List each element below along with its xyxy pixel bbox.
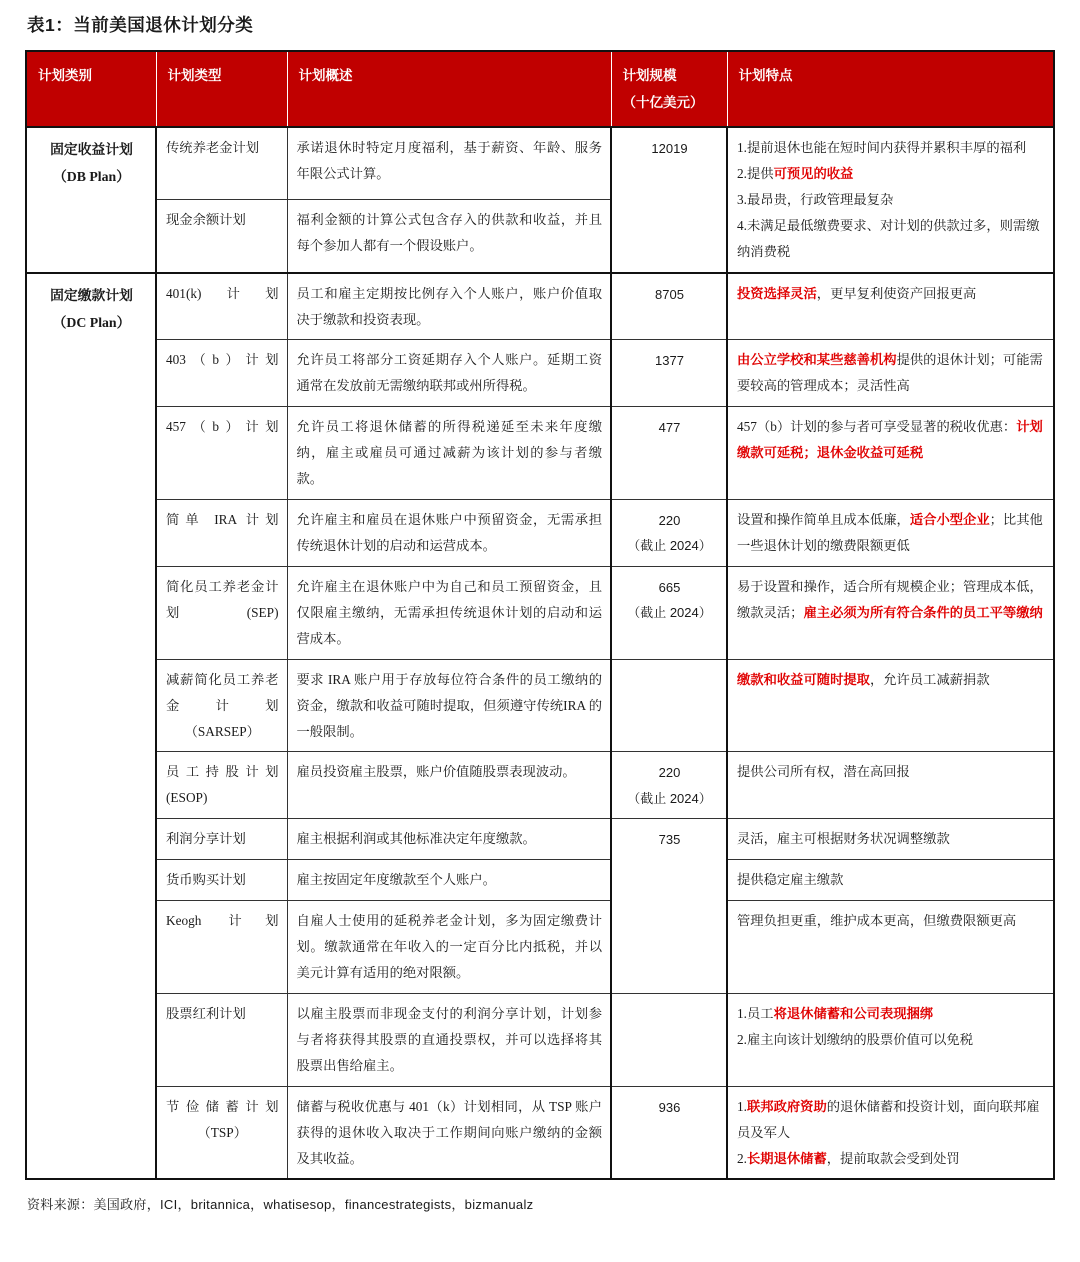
plan-size-value: 936 (658, 1099, 681, 1115)
plan-features-cell (727, 993, 1054, 1086)
feature-text: ，允许员工减薪捐款 (869, 671, 990, 687)
plan-feature-line (737, 1094, 1045, 1146)
table-row (26, 407, 1054, 500)
header-overview: 计划概述 (287, 51, 611, 127)
plan-overview-cell: 员工和雇主定期按比例存入个人账户，账户价值取决于缴款和投资表现。 (287, 273, 611, 340)
plan-type-label: 457（b）计划 (166, 419, 279, 435)
highlighted-text: 可预见的收益 (773, 165, 854, 181)
plan-size-value: 735 (658, 832, 681, 848)
plan-overview-cell: 福利金额的计算公式包含存入的供款和收益，并且每个参加人都有一个假设账户。 (287, 200, 611, 273)
plan-overview-cell: 允许雇主和雇员在退休账户中预留资金，无需承担传统退休计划的启动和运营成本。 (287, 500, 611, 567)
header-size-line2: （十亿美元） (622, 95, 704, 110)
highlighted-text: 投资选择灵活 (737, 285, 817, 301)
plan-features-cell (727, 1086, 1054, 1179)
plan-type-cell (156, 993, 287, 1086)
plan-size-value: 220 (658, 765, 681, 781)
feature-text: ，提前取款会受到处罚 (826, 1150, 960, 1166)
plan-feature-line (737, 1001, 1045, 1027)
feature-text: 灵活，雇主可根据财务状况调整缴款 (737, 831, 950, 847)
plan-type-label: 简单 IRA 计划 (166, 512, 279, 528)
table-row (26, 340, 1054, 407)
highlighted-text: 缴款和收益可随时提取 (737, 671, 870, 687)
plan-overview-cell: 储蓄与税收优惠与 401（k）计划相同，从 TSP 账户获得的退休收入取决于工作期间向账户缴纳的金额及其收益。 (287, 1086, 611, 1179)
plan-size-value: 220 (658, 513, 681, 529)
plan-overview-cell: 自雇人士使用的延税养老金计划，多为固定缴费计划。缴款通常在年收入的一定百分比内抵税，并以美元计算有适用的绝对限额。 (287, 901, 611, 994)
highlighted-text: 计划缴款可延税；退休金收益可延税 (737, 419, 1043, 461)
plan-category-name: 固定收益计划 (50, 142, 133, 157)
plan-size-cell (611, 500, 727, 567)
feature-text: 457（b）计划的参与者可享受显著的税收优惠： (737, 419, 1017, 435)
plan-feature-line (737, 213, 1045, 265)
plan-type-label: 401(k)计划 (166, 285, 279, 301)
table-body (26, 127, 1054, 1179)
plan-features-cell (727, 901, 1054, 994)
plan-feature-line (737, 281, 1045, 307)
table-row (26, 752, 1054, 819)
table-row (26, 273, 1054, 340)
plan-category-cell (26, 273, 156, 1180)
plan-size-cell (611, 273, 727, 340)
plan-feature-line (737, 759, 1045, 785)
table-row (26, 659, 1054, 752)
plan-size-cell (611, 1086, 727, 1179)
table-row (26, 901, 1054, 994)
header-features: 计划特点 (727, 51, 1054, 127)
plan-size-value: 8705 (655, 286, 684, 302)
plan-overview-cell: 要求 IRA 账户用于存放每位符合条件的员工缴纳的资金，缴款和收益可随时提取，但须遵守传统IRA 的一般限制。 (287, 659, 611, 752)
plan-feature-line (737, 414, 1045, 466)
feature-text: 1.员工 (737, 1005, 774, 1021)
plan-feature-line (737, 826, 1045, 852)
plan-features-cell (727, 273, 1054, 340)
plan-type-abbrev: （SARSEP） (184, 723, 260, 739)
plan-size-value: 477 (658, 420, 681, 436)
plan-type-abbrev: (ESOP) (166, 790, 208, 806)
header-size (611, 51, 727, 127)
table-header (26, 51, 1054, 127)
table-caption: 表1：当前美国退休计划分类 (27, 15, 254, 35)
feature-text: 1.提前退休也能在短时间内获得并累积丰厚的福利 (737, 140, 1027, 155)
plan-feature-line (737, 187, 1045, 213)
plan-size-value: 665 (658, 579, 681, 595)
plan-features-cell (727, 566, 1054, 659)
plan-type-cell (156, 860, 287, 901)
plan-feature-line (737, 867, 1045, 893)
plan-type-label: 货币购买计划 (166, 872, 246, 888)
plan-type-label: 利润分享计划 (166, 831, 246, 847)
plan-features-cell (727, 340, 1054, 407)
table-row (26, 566, 1054, 659)
plan-size-note: （截止 2024） (627, 790, 712, 806)
plan-feature-line (737, 1146, 1045, 1172)
plan-category-name: 固定缴款计划 (50, 287, 133, 303)
highlighted-text: 将退休储蓄和公司表现捆绑 (773, 1005, 934, 1021)
plan-type-cell (156, 127, 287, 200)
plan-overview-cell: 允许雇主在退休账户中为自己和员工预留资金，且仅限雇主缴纳，无需承担传统退休计划的启动和运营成本。 (287, 566, 611, 659)
highlighted-text: 雇主必须为所有符合条件的员工平等缴纳 (803, 604, 1043, 620)
plan-type-label: 简化员工养老金计划 (SEP) (166, 578, 279, 620)
table-row (26, 860, 1054, 901)
plan-size-cell (611, 993, 727, 1086)
header-category: 计划类别 (26, 51, 156, 127)
plan-type-label: 现金余额计划 (166, 212, 246, 228)
plan-feature-line (737, 908, 1045, 934)
plan-feature-line (737, 347, 1045, 399)
feature-text: 设置和操作简单且成本低廉， (737, 512, 910, 528)
highlighted-text: 由公立学校和某些慈善机构 (737, 352, 897, 368)
plan-overview-cell: 承诺退休时特定月度福利，基于薪资、年龄、服务年限公式计算。 (287, 127, 611, 200)
plan-overview-cell: 允许员工将部分工资延期存入个人账户。延期工资通常在发放前无需缴纳联邦或州所得税。 (287, 340, 611, 407)
table-row (26, 993, 1054, 1086)
plan-features-cell (727, 407, 1054, 500)
source-note: 资料来源：美国政府，ICI，britannica，whatisesop，financestrategists，bizmanualz (27, 1197, 534, 1213)
feature-text: 提供稳定雇主缴款 (737, 872, 844, 888)
plan-size-cell (611, 819, 727, 994)
highlighted-text: 适合小型企业 (909, 512, 990, 528)
plan-type-cell (156, 1086, 287, 1179)
feature-text: 1. (737, 1098, 747, 1114)
plan-size-value: 1377 (655, 353, 684, 369)
plan-type-label: Keogh 计划 (166, 913, 279, 929)
plan-features-cell (727, 860, 1054, 901)
plan-type-cell (156, 273, 287, 340)
plan-size-cell (611, 127, 727, 273)
plan-feature-line (737, 161, 1045, 187)
plan-feature-line (737, 135, 1045, 161)
feature-text: 3.最昂贵，行政管理最复杂 (737, 191, 894, 207)
plan-type-cell (156, 340, 287, 407)
plan-type-cell (156, 819, 287, 860)
header-type: 计划类型 (156, 51, 287, 127)
plan-size-note: （截止 2024） (627, 538, 712, 554)
table-header-row (26, 51, 1054, 127)
plan-type-label: 传统养老金计划 (166, 140, 260, 155)
plan-type-cell (156, 200, 287, 273)
plan-type-cell (156, 901, 287, 994)
feature-text: 提供的退休计划；可能需要较高的管理成本；灵活性高 (737, 352, 1043, 394)
feature-text: 管理负担更重，维护成本更高，但缴费限额更高 (737, 913, 1017, 929)
plan-category-subname: （DB Plan） (52, 168, 131, 184)
plan-features-cell (727, 752, 1054, 819)
plan-type-cell (156, 500, 287, 567)
plan-size-cell (611, 752, 727, 819)
plan-type-cell (156, 407, 287, 500)
plan-feature-line (737, 574, 1045, 626)
plan-feature-line (737, 1027, 1045, 1053)
plan-overview-cell: 以雇主股票而非现金支付的利润分享计划，计划参与者将获得其股票的直通投票权，并可以选择将其股票出售给雇主。 (287, 993, 611, 1086)
plan-type-cell (156, 752, 287, 819)
plan-type-label: 股票红利计划 (166, 1005, 246, 1021)
plan-category-subname: （DC Plan） (52, 314, 131, 330)
feature-text: ；比其他一些退休计划的缴费限额更低 (737, 512, 1043, 553)
feature-text: 提供公司所有权，潜在高回报 (737, 764, 910, 780)
plan-overview-cell: 雇主根据利润或其他标准决定年度缴款。 (287, 819, 611, 860)
plan-size-cell (611, 566, 727, 659)
feature-text: 2.提供 (737, 165, 774, 181)
feature-text: 4.未满足最低缴费要求、对计划的供款过多，则需缴纳消费税 (737, 217, 1040, 259)
header-size-line1: 计划规模 (622, 68, 677, 83)
plan-type-label: 403（b）计划 (166, 352, 279, 368)
plan-type-label: 减薪简化员工养老金计划 (166, 671, 279, 713)
plan-overview-cell: 雇主按固定年度缴款至个人账户。 (287, 860, 611, 901)
plan-size-value: 12019 (651, 141, 688, 156)
plan-feature-line (737, 667, 1045, 693)
plan-type-label: 员工持股计划 (166, 764, 279, 780)
plan-type-cell (156, 659, 287, 752)
feature-text: ，更早复利使资产回报更高 (816, 285, 977, 301)
plan-size-cell (611, 340, 727, 407)
plan-size-cell (611, 407, 727, 500)
plan-type-abbrev: （TSP） (197, 1124, 247, 1140)
plan-feature-line (737, 507, 1045, 559)
plan-overview-cell: 允许员工将退休储蓄的所得税递延至未来年度缴纳，雇主或雇员可通过减薪为该计划的参与者缴款。 (287, 407, 611, 500)
feature-text: 2. (737, 1150, 747, 1166)
feature-text: 的退休储蓄和投资计划，面向联邦雇员及军人 (737, 1098, 1040, 1140)
plan-size-note: （截止 2024） (627, 605, 712, 621)
plan-size-cell (611, 659, 727, 752)
table-row (26, 819, 1054, 860)
plan-type-label: 节俭储蓄计划 (166, 1098, 279, 1114)
plan-features-cell (727, 659, 1054, 752)
plan-category-cell (26, 127, 156, 273)
plan-features-cell (727, 127, 1054, 273)
plan-type-cell (156, 566, 287, 659)
highlighted-text: 长期退休储蓄 (746, 1150, 827, 1166)
plan-overview-cell: 雇员投资雇主股票，账户价值随股票表现波动。 (287, 752, 611, 819)
table-row (26, 1086, 1054, 1179)
plan-features-cell (727, 500, 1054, 567)
plan-features-cell (727, 819, 1054, 860)
table-row (26, 127, 1054, 200)
table-row (26, 500, 1054, 567)
feature-text: 易于设置和操作，适合所有规模企业；管理成本低，缴款灵活； (737, 578, 1043, 620)
retirement-plan-table (25, 50, 1055, 1180)
highlighted-text: 联邦政府资助 (746, 1098, 827, 1114)
feature-text: 2.雇主向该计划缴纳的股票价值可以免税 (737, 1031, 974, 1047)
